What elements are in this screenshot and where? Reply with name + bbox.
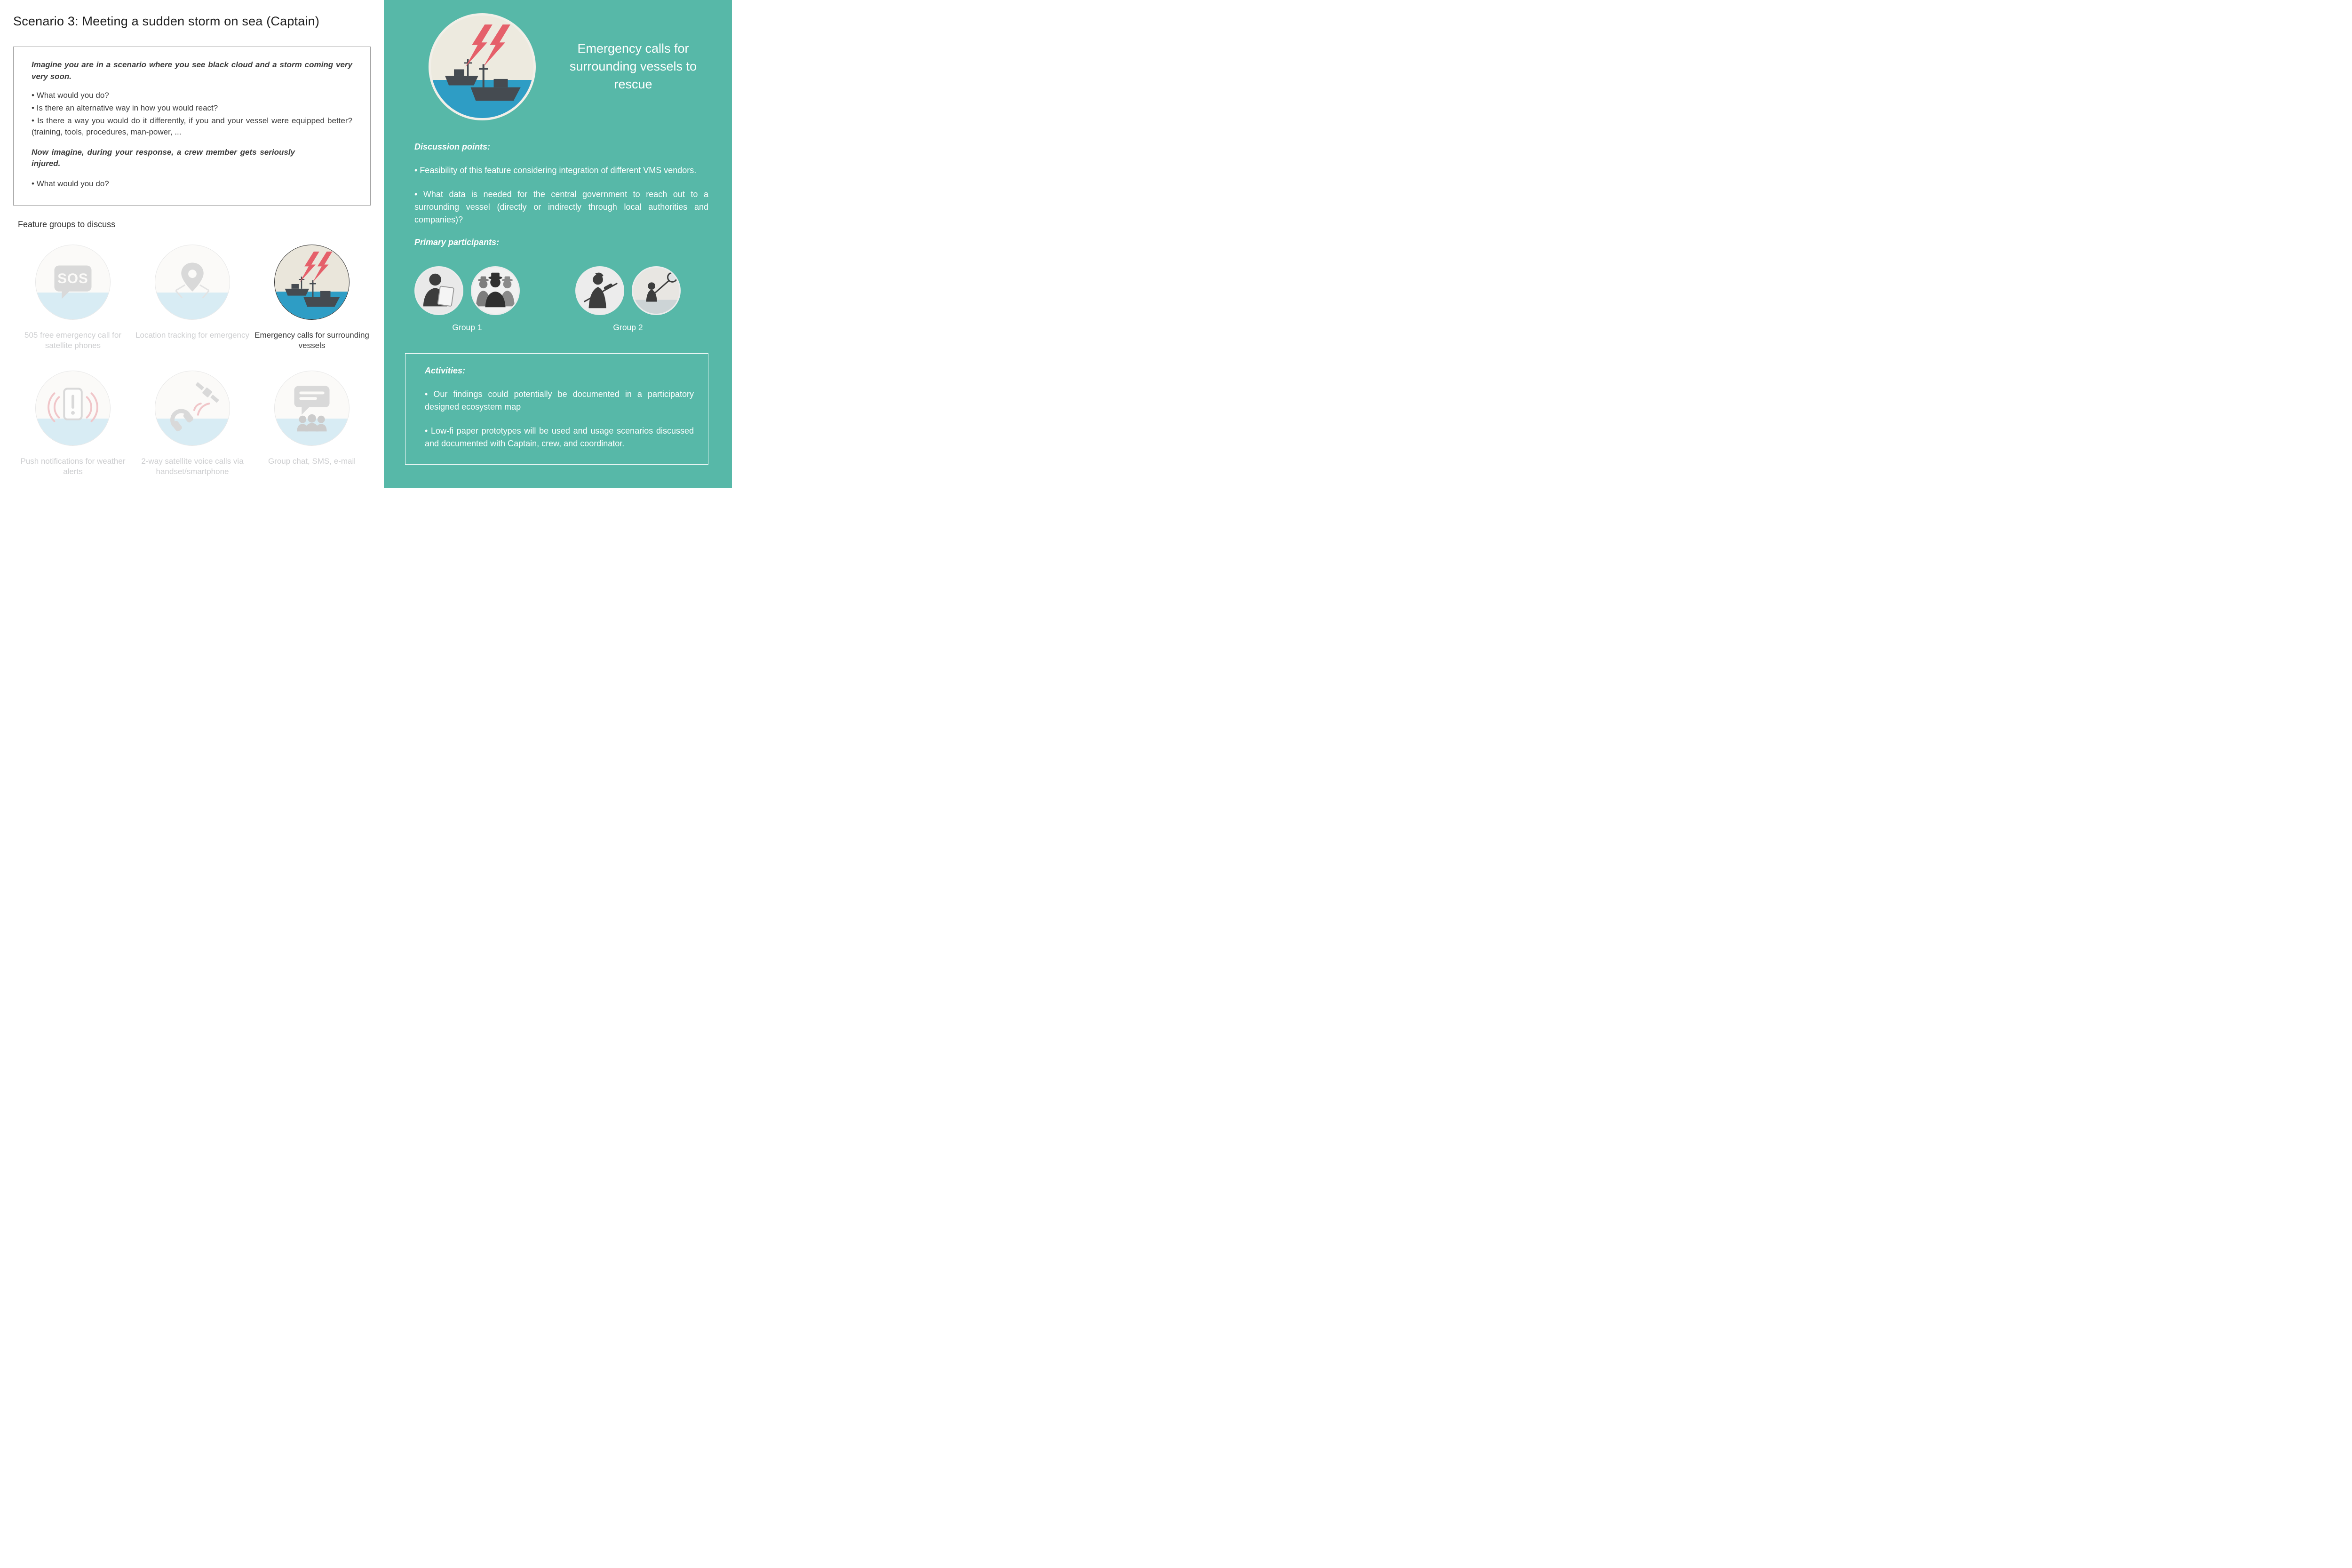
discussion-section xyxy=(414,142,708,226)
feature-label: Push notifications for weather alerts xyxy=(20,456,126,476)
feature-label: 2-way satellite voice calls via handset/smartphone xyxy=(141,456,244,476)
detail-title: Emergency calls for surrounding vessels to rescue xyxy=(569,41,697,91)
feature-tile-push-notifications[interactable] xyxy=(14,371,132,477)
satellite-call-icon xyxy=(155,371,230,446)
feature-label: Group chat, SMS, e-mail xyxy=(268,456,356,466)
detail-panel xyxy=(384,0,732,488)
sos-bubble-icon xyxy=(35,245,111,320)
group-label: Group 1 xyxy=(452,323,482,332)
scenario-followup-bullet: • What would you do? xyxy=(32,178,352,190)
features-heading: Feature groups to discuss xyxy=(18,219,116,229)
activities-bullet: • Our findings could potentially be documented in a participatory designed ecosystem map xyxy=(425,388,694,413)
discussion-bullet: • Feasibility of this feature considering integration of different VMS vendors. xyxy=(414,164,708,177)
group1-official-avatar-icon xyxy=(414,266,463,315)
group1-fishermen-avatar-icon xyxy=(471,266,520,315)
feature-label: Emergency calls for surrounding vessels xyxy=(254,330,369,350)
phone-alert-icon xyxy=(35,371,111,446)
participant-group-2 xyxy=(575,266,681,333)
activities-box xyxy=(405,353,708,465)
location-pin-icon xyxy=(155,245,230,320)
participants-heading: Primary participants: xyxy=(414,238,500,247)
discussion-bullet: • What data is needed for the central government to reach out to a surrounding vessel (directly or indirectly through local authorities and companies)? xyxy=(414,188,708,226)
participant-group-1 xyxy=(414,266,520,333)
scenario-bullet: • What would you do? xyxy=(32,90,352,102)
group1-avatars xyxy=(414,266,520,315)
discussion-heading: Discussion points: xyxy=(414,142,491,151)
group-chat-icon xyxy=(274,371,350,446)
feature-label: Location tracking for emergency xyxy=(135,330,249,340)
scenario-box xyxy=(13,47,371,206)
vessels-distress-icon xyxy=(274,245,350,320)
feature-label: 505 free emergency call for satellite phones xyxy=(24,330,121,350)
group-label: Group 2 xyxy=(613,323,643,332)
group2-fisher-avatar-icon xyxy=(575,266,624,315)
feature-tile-emergency-calls-vessels[interactable] xyxy=(253,245,371,351)
activities-bullet: • Low-fi paper prototypes will be used and usage scenarios discussed and documented with Captain, crew, and coordinator. xyxy=(425,425,694,450)
scenario-followup: Now imagine, during your response, a crew member gets seriously injured. xyxy=(32,147,295,168)
scenario-followup-bullet-list xyxy=(32,178,352,190)
scenario-bullet-list xyxy=(32,90,352,138)
sos-text: SOS xyxy=(57,270,88,286)
detail-hero xyxy=(414,13,708,120)
participant-groups xyxy=(414,266,708,333)
features-grid xyxy=(13,245,384,477)
scenario-bullet: • Is there a way you would do it differently, if you and your vessel were equipped better? (training, tools, procedures, man-power, ... xyxy=(32,115,352,138)
feature-tile-location-tracking[interactable] xyxy=(134,245,251,351)
scenario-bullet: • Is there an alternative way in how you would react? xyxy=(32,103,352,114)
feature-tile-group-chat[interactable] xyxy=(253,371,371,477)
activities-heading: Activities: xyxy=(425,366,466,375)
feature-tile-505-emergency-call[interactable] xyxy=(14,245,132,351)
left-panel xyxy=(0,0,384,488)
feature-tile-satellite-voice-calls[interactable] xyxy=(134,371,251,477)
participants-section xyxy=(414,238,708,333)
group2-avatars xyxy=(575,266,681,315)
page-title: Scenario 3: Meeting a sudden storm on sea (Captain) xyxy=(13,14,320,28)
scenario-intro: Imagine you are in a scenario where you see black cloud and a storm coming very very soon. xyxy=(32,60,352,81)
slide-page xyxy=(0,0,732,488)
group2-net-fisher-avatar-icon xyxy=(632,266,681,315)
hero-vessels-distress-icon xyxy=(429,13,536,120)
